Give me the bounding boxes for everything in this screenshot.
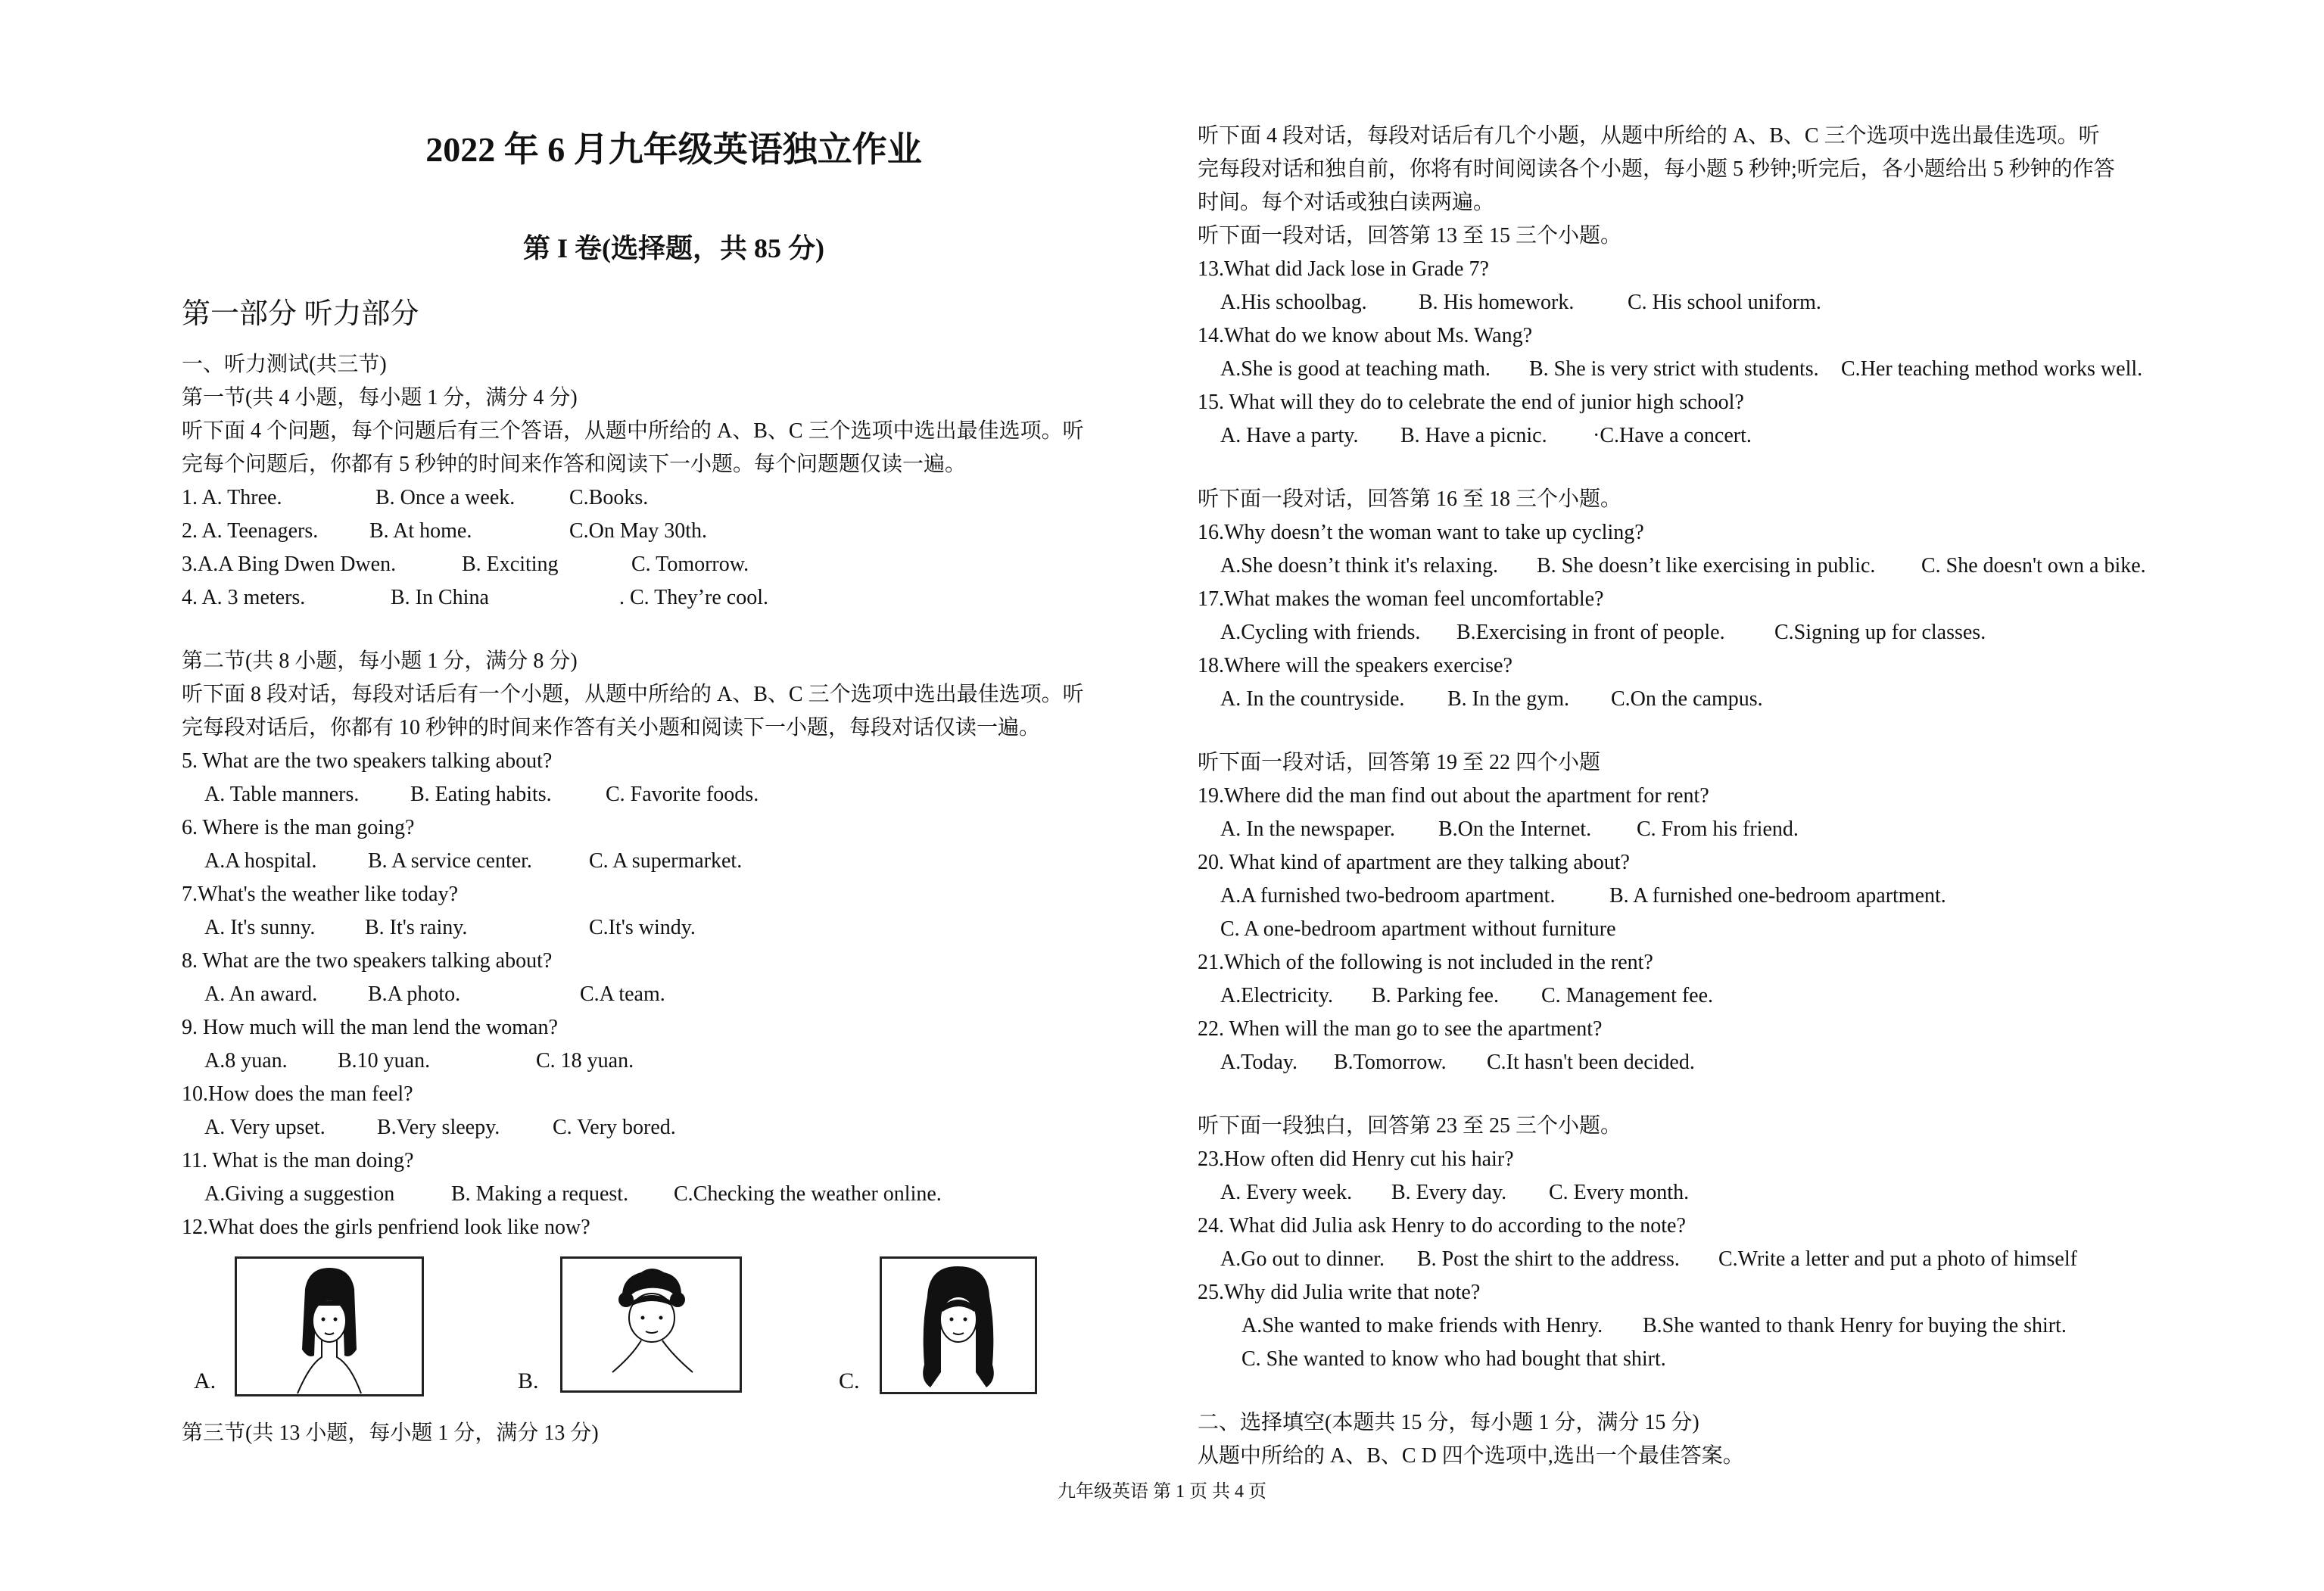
section-three-directions-cont: 完每段对话和独自前，你将有时间阅读各个小题，每小题 5 秒钟;听完后，各小题给出 5 秒钟的作答 [1198,157,2115,181]
part-one-heading: 第一部分 听力部分 [182,298,419,330]
option-a: A.Today. [1220,1051,1298,1074]
question-14-stem: 14.What do we know about Ms. Wang? [1198,324,1533,347]
group-4-instruction: 听下面一段独白，回答第 23 至 25 三个小题。 [1198,1114,1622,1138]
option-c: C.Checking the weather online. [674,1182,942,1206]
option-c: C.It's windy. [589,916,696,939]
option-a: A.A hospital. [204,849,317,873]
option-b: B.On the Internet. [1438,817,1592,841]
option-a: A. An award. [204,982,318,1006]
option-b: B. Exciting [462,553,559,576]
option-a: A.8 yuan. [204,1049,288,1073]
question-13-options [1220,289,2182,316]
question-7-options [204,914,1166,942]
section-two-directions-cont: 完每段对话后，你都有 10 秒钟的时间来作答有关小题和阅读下一小题，每段对话仅读一遍。 [182,716,1041,739]
option-a: A. Table manners. [204,783,360,806]
option-b: B. A furnished one-bedroom apartment. [1609,884,1946,908]
option-b: B. Making a request. [451,1182,629,1206]
option-c: C.On May 30th. [569,519,707,543]
question-25-stem: 25.Why did Julia write that note? [1198,1281,1481,1304]
question-21-options [1220,982,2182,1010]
portrait-a-label: A. [194,1368,217,1393]
question-20-options [1220,883,2182,910]
option-c: C.Write a letter and put a photo of himself [1718,1247,2077,1271]
question-15-options [1220,422,2182,450]
question-10-stem: 10.How does the man feel? [182,1082,413,1106]
option-c: C. She doesn't own a bike. [1921,554,2146,578]
question-17-options [1220,619,2182,646]
question-10-options [204,1114,1166,1141]
option-c: C. Very bored. [553,1116,676,1139]
option-b: B. It's rainy. [365,916,468,939]
question-20-option-c: C. A one-bedroom apartment without furniture [1220,917,1616,941]
option-c: C.On the campus. [1611,687,1763,711]
option-b: B.She wanted to thank Henry for buying the shirt. [1643,1314,2067,1337]
section-three-directions: 听下面 4 段对话，每段对话后有几个小题，从题中所给的 A、B、C 三个选项中选出最佳选项。听 [1198,124,2100,148]
option-b: B. Eating habits. [410,783,552,806]
girl-short-curly-hair-icon [562,1259,740,1390]
option-b: B. She doesn’t like exercising in public. [1537,554,1876,578]
volume-heading: 第 I 卷(选择题，共 85 分) [523,233,824,263]
option-b: B. A service center. [368,849,532,873]
option-a: A. Every week. [1220,1181,1353,1204]
option-b: B. In the gym. [1447,687,1569,711]
question-4 [182,584,1166,612]
question-22-stem: 22. When will the man go to see the apartment? [1198,1017,1603,1041]
section-two-heading: 第二节(共 8 小题，每小题 1 分，满分 8 分) [182,649,578,673]
option-c: C.Her teaching method works well. [1841,357,2143,381]
question-11-stem: 11. What is the man doing? [182,1149,414,1172]
option-b: B. His homework. [1419,291,1575,314]
option-b: B.Very sleepy. [377,1116,500,1139]
option-c: C. From his friend. [1637,817,1799,841]
portrait-c [880,1256,1037,1394]
question-1 [182,484,1166,512]
option-c: C.A team. [580,982,665,1006]
option-c: C. Every month. [1549,1181,1690,1204]
option-a: 3.A.A Bing Dwen Dwen. [182,553,397,576]
option-a: A.Electricity. [1220,984,1334,1007]
option-b: B.10 yuan. [338,1049,431,1073]
option-b: B. Post the shirt to the address. [1417,1247,1680,1271]
option-b: B. She is very strict with students. [1529,357,1819,381]
question-23-options [1220,1179,2182,1206]
option-a: A. In the countryside. [1220,687,1405,711]
option-a: 4. A. 3 meters. [182,586,306,609]
option-c: ·C.Have a concert. [1593,424,1752,447]
question-25-options [1241,1312,2180,1340]
section-one-heading: 第一节(共 4 小题，每小题 1 分，满分 4 分) [182,386,578,409]
question-14-options [1220,356,2182,383]
option-a: 1. A. Three. [182,486,282,509]
question-19-stem: 19.Where did the man find out about the apartment for rent? [1198,784,1709,808]
option-a: A. It's sunny. [204,916,316,939]
question-16-options [1220,553,2182,580]
option-c: C. His school uniform. [1628,291,1821,314]
portrait-a [235,1256,424,1396]
question-22-options [1220,1049,2182,1076]
group-2-instruction: 听下面一段对话，回答第 16 至 18 三个小题。 [1198,487,1622,511]
question-18-options [1220,686,2182,713]
option-a: A. In the newspaper. [1220,817,1395,841]
listening-section-heading: 一、听力测试(共三节) [182,353,387,376]
option-b: B. At home. [369,519,472,543]
exam-title: 2022 年 6 月九年级英语独立作业 [425,130,922,169]
option-c: C.Books. [569,486,649,509]
option-a: A.Giving a suggestion [204,1182,395,1206]
question-15-stem: 15. What will they do to celebrate the end of junior high school? [1198,391,1744,414]
option-c: C. Management fee. [1541,984,1714,1007]
question-9-stem: 9. How much will the man lend the woman? [182,1016,558,1039]
section-one-directions-cont: 完每个问题后，你都有 5 秒钟的时间来作答和阅读下一小题。每个问题题仅读一遍。 [182,453,967,476]
question-5-stem: 5. What are the two speakers talking about? [182,749,553,773]
option-b: B.Exercising in front of people. [1456,621,1725,644]
option-c: C. Favorite foods. [606,783,759,806]
question-7-stem: 7.What's the weather like today? [182,883,459,906]
group-3-instruction: 听下面一段对话，回答第 19 至 22 四个小题 [1198,751,1601,774]
option-c: . C. They’re cool. [619,586,768,609]
section-one-directions: 听下面 4 个问题，每个问题后有三个答语，从题中所给的 A、B、C 三个选项中选出最佳选项。听 [182,419,1084,443]
question-19-options [1220,816,2182,843]
option-a: A. Very upset. [204,1116,326,1139]
group-1-instruction: 听下面一段对话，回答第 13 至 15 三个小题。 [1198,224,1622,248]
question-24-options [1220,1246,2182,1273]
option-a: 2. A. Teenagers. [182,519,319,543]
option-b: B. Once a week. [375,486,516,509]
option-a: A.She is good at teaching math. [1220,357,1491,381]
option-b: B. Have a picnic. [1400,424,1547,447]
portrait-b [560,1256,742,1393]
question-2 [182,518,1166,545]
question-24-stem: 24. What did Julia ask Henry to do according to the note? [1198,1214,1686,1238]
option-c: C. Tomorrow. [631,553,749,576]
question-9-options [204,1048,1166,1075]
option-c: C.Signing up for classes. [1774,621,1986,644]
question-17-stem: 17.What makes the woman feel uncomfortable? [1198,587,1604,611]
option-a: A. Have a party. [1220,424,1359,447]
option-b: B. Parking fee. [1372,984,1499,1007]
option-b: B. In China [391,586,489,609]
question-6-stem: 6. Where is the man going? [182,816,415,839]
option-b: B. Every day. [1391,1181,1507,1204]
question-3 [182,551,1166,578]
choice-section-heading: 二、选择填空(本题共 15 分，每小题 1 分，满分 15 分) [1198,1411,1699,1434]
option-c: C. 18 yuan. [536,1049,634,1073]
section-two-directions: 听下面 8 段对话，每段对话后有一个小题，从题中所给的 A、B、C 三个选项中选出最佳选项。听 [182,683,1084,706]
option-b: B.Tomorrow. [1334,1051,1447,1074]
question-8-options [204,981,1166,1008]
question-18-stem: 18.Where will the speakers exercise? [1198,654,1512,677]
girl-long-wavy-hair-icon [882,1259,1035,1392]
section-three-directions-end: 时间。每个对话或独白读两遍。 [1198,191,1495,214]
option-a: A.She doesn’t think it's relaxing. [1220,554,1498,578]
question-16-stem: 16.Why doesn’t the woman want to take up cycling? [1198,521,1644,544]
option-a: A.Cycling with friends. [1220,621,1421,644]
page-footer: 九年级英语 第 1 页 共 4 页 [1058,1482,1266,1502]
question-6-options [204,848,1166,875]
question-12-stem: 12.What does the girls penfriend look like now? [182,1216,590,1239]
choice-section-directions: 从题中所给的 A、B、C D 四个选项中,选出一个最佳答案。 [1198,1444,1744,1468]
question-8-stem: 8. What are the two speakers talking about? [182,949,553,973]
question-23-stem: 23.How often did Henry cut his hair? [1198,1147,1514,1171]
question-11-options [204,1181,1166,1208]
option-a: A.She wanted to make friends with Henry. [1241,1314,1603,1337]
girl-long-straight-hair-icon [237,1259,422,1394]
question-5-options [204,781,1166,808]
option-a: A.His schoolbag. [1220,291,1367,314]
portrait-c-label: C. [839,1368,860,1393]
option-c: C. A supermarket. [589,849,743,873]
option-b: B.A photo. [368,982,461,1006]
option-a: A.A furnished two-bedroom apartment. [1220,884,1556,908]
question-21-stem: 21.Which of the following is not included in the rent? [1198,951,1653,974]
question-13-stem: 13.What did Jack lose in Grade 7? [1198,257,1489,281]
question-25-option-c: C. She wanted to know who had bought that shirt. [1241,1347,1666,1371]
portrait-b-label: B. [518,1368,539,1393]
option-a: A.Go out to dinner. [1220,1247,1385,1271]
question-20-stem: 20. What kind of apartment are they talking about? [1198,851,1630,874]
section-three-heading: 第三节(共 13 小题，每小题 1 分，满分 13 分) [182,1421,599,1445]
option-c: C.It hasn't been decided. [1487,1051,1695,1074]
